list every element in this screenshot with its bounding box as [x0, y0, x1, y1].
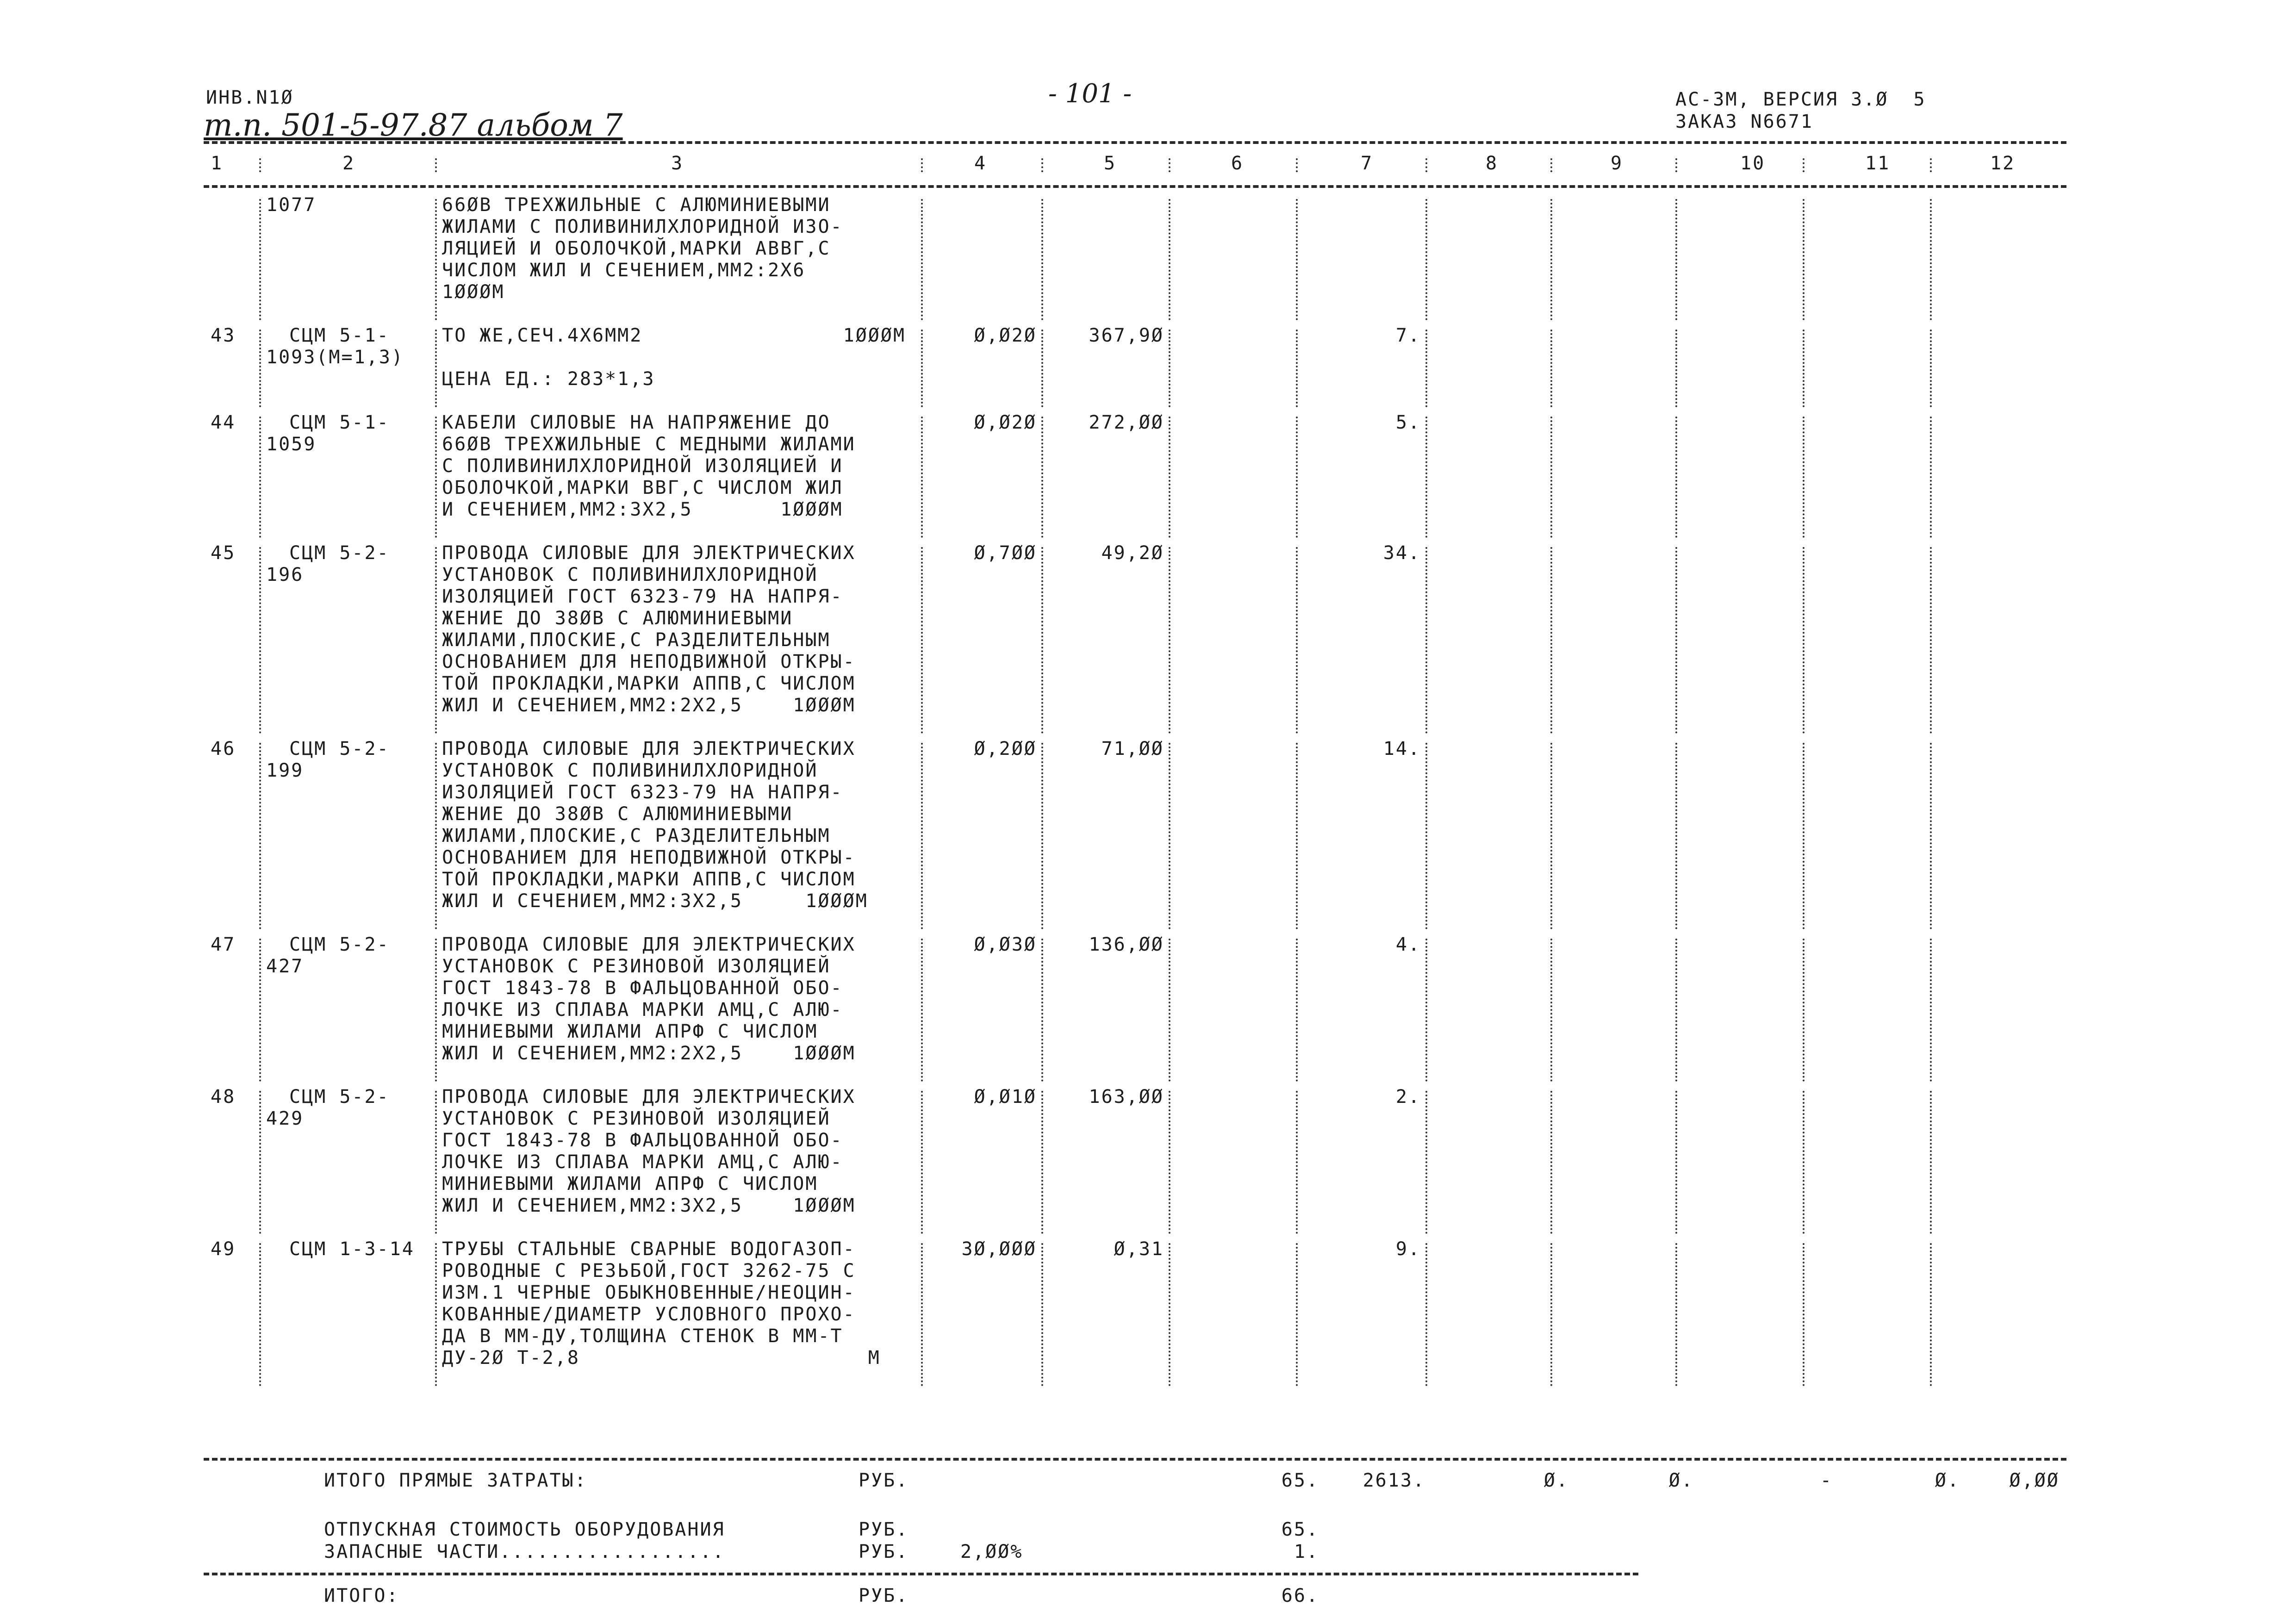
row-code: 1093(М=1,3): [266, 347, 404, 368]
row-quantity: Ø,Ø2Ø: [974, 412, 1037, 433]
table-row: [0, 412, 2296, 542]
column-separator: [1169, 199, 1170, 320]
table-row: [0, 934, 2296, 1086]
column-separator: [259, 547, 261, 734]
handwritten-document-ref: т.п. 501-5-97.87 альбом 7: [204, 107, 623, 143]
column-separator: [1803, 939, 1804, 1082]
column-header-separator: [921, 158, 923, 172]
row-description-line: ЖИЛ И СЕЧЕНИЕМ,ММ2:3Х2,5 1ØØØМ: [442, 890, 868, 912]
direct-costs-value: Ø.: [1543, 1470, 1569, 1491]
column-separator: [1296, 1091, 1298, 1234]
column-separator: [1803, 743, 1804, 929]
row-quantity: Ø,2ØØ: [974, 738, 1037, 759]
column-separator: [1425, 1243, 1427, 1386]
row-description-line: ИЗОЛЯЦИЕЙ ГОСТ 6323-79 НА НАПРЯ-: [442, 586, 843, 607]
column-separator: [1675, 939, 1677, 1082]
row-quantity: Ø,Ø3Ø: [974, 934, 1037, 955]
column-separator: [1425, 330, 1427, 407]
column-separator: [1803, 1091, 1804, 1234]
column-separator: [1296, 547, 1298, 734]
row-quantity: Ø,Ø2Ø: [974, 325, 1037, 346]
row-description-line: ЧИСЛОМ ЖИЛ И СЕЧЕНИЕМ,ММ2:2Х6: [442, 260, 806, 281]
column-separator: [259, 199, 261, 320]
column-header-separator: [435, 158, 437, 172]
row-description-line: ПРОВОДА СИЛОВЫЕ ДЛЯ ЭЛЕКТРИЧЕСКИХ: [442, 738, 856, 759]
column-separator: [1296, 330, 1298, 407]
handwritten-page-number: - 101 -: [1048, 79, 1132, 109]
column-separator: [1169, 417, 1170, 538]
row-description-line: ЖИЛ И СЕЧЕНИЕМ,ММ2:3Х2,5 1ØØØМ: [442, 1195, 856, 1216]
column-separator: [435, 743, 437, 929]
column-separator: [1675, 547, 1677, 734]
row-unit-price: Ø,31: [1114, 1238, 1164, 1260]
column-separator: [1930, 199, 1932, 320]
header-top-rule: [204, 141, 2066, 144]
column-header-4: 4: [974, 153, 987, 174]
row-description-line: ЛОЧКЕ ИЗ СПЛАВА МАРКИ АМЦ,С АЛЮ-: [442, 1151, 843, 1173]
table-body: [0, 194, 2296, 1444]
column-separator: [259, 1091, 261, 1234]
table-row: [0, 738, 2296, 934]
spare-parts-value: 1.: [1294, 1541, 1319, 1562]
column-header-1: 1: [211, 153, 224, 174]
column-separator: [1550, 199, 1552, 320]
row-description-line: ОСНОВАНИЕМ ДЛЯ НЕПОДВИЖНОЙ ОТКРЫ-: [442, 847, 856, 868]
column-header-separator: [1550, 158, 1552, 172]
column-separator: [1930, 417, 1932, 538]
grand-total-value: 66.: [1281, 1585, 1319, 1606]
column-separator: [259, 417, 261, 538]
column-separator: [1675, 417, 1677, 538]
grand-total-rule: [204, 1573, 1638, 1575]
row-description-line: ЛЯЦИЕЙ И ОБОЛОЧКОЙ,МАРКИ АВВГ,С: [442, 238, 831, 259]
system-version: АС-3М, ВЕРСИЯ 3.Ø 5: [1675, 89, 1926, 110]
order-number: ЗАКАЗ N6671: [1675, 111, 1813, 132]
column-separator: [1425, 199, 1427, 320]
column-separator: [435, 1243, 437, 1386]
column-header-separator: [1169, 158, 1170, 172]
table-row: [0, 194, 2296, 325]
row-unit-price: 49,2Ø: [1101, 542, 1164, 564]
column-separator: [1930, 1091, 1932, 1234]
direct-costs-value: Ø.: [1668, 1470, 1694, 1491]
column-separator: [921, 743, 923, 929]
column-separator: [1169, 939, 1170, 1082]
row-description-line: ОБОЛОЧКОЙ,МАРКИ ВВГ,С ЧИСЛОМ ЖИЛ: [442, 477, 843, 498]
row-number: 45: [211, 542, 236, 564]
column-separator: [921, 1091, 923, 1234]
column-separator: [1803, 547, 1804, 734]
row-total: 14.: [1383, 738, 1421, 759]
column-separator: [1169, 743, 1170, 929]
direct-costs-value: 65.: [1281, 1470, 1319, 1491]
row-quantity: 3Ø,ØØØ: [961, 1238, 1037, 1260]
column-separator: [1930, 743, 1932, 929]
row-description-line: ТРУБЫ СТАЛЬНЫЕ СВАРНЫЕ ВОДОГАЗОП-: [442, 1238, 856, 1260]
row-description-line: КОВАННЫЕ/ДИАМЕТР УСЛОВНОГО ПРОХО-: [442, 1304, 856, 1325]
column-separator: [1675, 330, 1677, 407]
column-header-separator: [1425, 158, 1427, 172]
table-row: [0, 325, 2296, 412]
column-separator: [921, 939, 923, 1082]
column-separator: [435, 330, 437, 407]
column-separator: [1550, 743, 1552, 929]
direct-costs-label: ИТОГО ПРЯМЫЕ ЗАТРАТЫ:: [324, 1470, 587, 1491]
grand-total-label: ИТОГО:: [324, 1585, 399, 1606]
column-separator: [1550, 939, 1552, 1082]
column-header-11: 11: [1865, 153, 1891, 174]
column-separator: [1675, 1243, 1677, 1386]
column-separator: [1169, 330, 1170, 407]
row-total: 5.: [1395, 412, 1421, 433]
column-separator: [435, 417, 437, 538]
column-header-separator: [1296, 158, 1298, 172]
column-separator: [1041, 547, 1043, 734]
column-separator: [1296, 939, 1298, 1082]
row-number: 47: [211, 934, 236, 955]
row-description-line: МИНИЕВЫМИ ЖИЛАМИ АПРФ С ЧИСЛОМ: [442, 1021, 818, 1042]
column-separator: [1425, 417, 1427, 538]
column-separator: [921, 1243, 923, 1386]
column-header-separator: [1930, 158, 1932, 172]
row-description-line: ДА В ММ-ДУ,ТОЛЩИНА СТЕНОК В ММ-Т: [442, 1325, 843, 1347]
column-separator: [1041, 1243, 1043, 1386]
row-description-line: КАБЕЛИ СИЛОВЫЕ НА НАПРЯЖЕНИЕ ДО: [442, 412, 831, 433]
row-quantity: Ø,7ØØ: [974, 542, 1037, 564]
column-separator: [921, 417, 923, 538]
column-separator: [259, 330, 261, 407]
column-separator: [1425, 939, 1427, 1082]
column-separator: [1041, 1091, 1043, 1234]
column-separator: [1930, 547, 1932, 734]
column-separator: [1550, 547, 1552, 734]
row-description-line: С ПОЛИВИНИЛХЛОРИДНОЙ ИЗОЛЯЦИЕЙ И: [442, 455, 843, 477]
table-row: [0, 542, 2296, 738]
direct-costs-value: Ø.: [1935, 1470, 1960, 1491]
column-separator: [1930, 330, 1932, 407]
row-description-line: ЖИЛАМИ С ПОЛИВИНИЛХЛОРИДНОЙ ИЗО-: [442, 216, 843, 237]
column-separator: [1041, 417, 1043, 538]
row-description-line: УСТАНОВОК С ПОЛИВИНИЛХЛОРИДНОЙ: [442, 760, 818, 781]
row-total: 34.: [1383, 542, 1421, 564]
spare-parts-percent: 2,ØØ%: [960, 1541, 1023, 1562]
row-total: 2.: [1395, 1086, 1421, 1108]
column-header-12: 12: [1990, 153, 2016, 174]
column-separator: [1675, 743, 1677, 929]
column-separator: [1550, 1243, 1552, 1386]
column-separator: [1041, 939, 1043, 1082]
row-description-line: ЛОЧКЕ ИЗ СПЛАВА МАРКИ АМЦ,С АЛЮ-: [442, 999, 843, 1020]
row-description-line: ЖИЛ И СЕЧЕНИЕМ,ММ2:2Х2,5 1ØØØМ: [442, 695, 856, 716]
column-separator: [1803, 199, 1804, 320]
row-quantity: Ø,Ø1Ø: [974, 1086, 1037, 1108]
column-separator: [1041, 330, 1043, 407]
direct-costs-unit: РУБ.: [859, 1470, 909, 1491]
row-number: 43: [211, 325, 236, 346]
column-separator: [921, 330, 923, 407]
column-separator: [435, 547, 437, 734]
column-separator: [1803, 417, 1804, 538]
row-description-line: ЖЕНИЕ ДО 38ØВ С АЛЮМИНИЕВЫМИ: [442, 608, 793, 629]
row-description-line: УСТАНОВОК С РЕЗИНОВОЙ ИЗОЛЯЦИЕЙ: [442, 1108, 831, 1129]
column-separator: [435, 199, 437, 320]
direct-costs-value: 2613.: [1363, 1470, 1425, 1491]
column-header-10: 10: [1740, 153, 1766, 174]
column-header-separator: [1675, 158, 1677, 172]
column-header-3: 3: [671, 153, 684, 174]
row-description-line: ЖИЛАМИ,ПЛОСКИЕ,С РАЗДЕЛИТЕЛЬНЫМ: [442, 629, 831, 651]
row-unit-price: 163,ØØ: [1089, 1086, 1164, 1108]
column-separator: [1169, 547, 1170, 734]
equipment-cost-label: ОТПУСКНАЯ СТОИМОСТЬ ОБОРУДОВАНИЯ: [324, 1519, 725, 1540]
column-separator: [435, 939, 437, 1082]
column-header-separator: [1803, 158, 1804, 172]
column-separator: [259, 743, 261, 929]
column-separator: [921, 199, 923, 320]
row-total: 7.: [1395, 325, 1421, 346]
row-number: 44: [211, 412, 236, 433]
row-number: 48: [211, 1086, 236, 1108]
row-code: СЦМ 5-2-: [289, 1086, 390, 1108]
row-code: 196: [266, 564, 304, 585]
column-separator: [259, 1243, 261, 1386]
inventory-number: ИНВ.N1Ø: [206, 87, 294, 108]
column-separator: [1550, 417, 1552, 538]
direct-costs-value: Ø,ØØ: [2009, 1470, 2060, 1491]
equipment-cost-unit: РУБ.: [859, 1519, 909, 1540]
column-header-7: 7: [1361, 153, 1374, 174]
row-description-line: МИНИЕВЫМИ ЖИЛАМИ АПРФ С ЧИСЛОМ: [442, 1173, 818, 1195]
row-total: 9.: [1395, 1238, 1421, 1260]
row-description-line: ИЗМ.1 ЧЕРНЫЕ ОБЫКНОВЕННЫЕ/НЕОЦИН-: [442, 1282, 856, 1303]
column-separator: [1803, 330, 1804, 407]
column-header-9: 9: [1611, 153, 1624, 174]
totals-top-rule: [204, 1458, 2066, 1461]
row-description-line: УСТАНОВОК С РЕЗИНОВОЙ ИЗОЛЯЦИЕЙ: [442, 956, 831, 977]
row-description-line: ИЗОЛЯЦИЕЙ ГОСТ 6323-79 НА НАПРЯ-: [442, 782, 843, 803]
row-description-line: ДУ-2Ø Т-2,8 М: [442, 1347, 881, 1369]
row-code: 199: [266, 760, 304, 781]
row-unit-price: 71,ØØ: [1101, 738, 1164, 759]
column-header-2: 2: [342, 153, 355, 174]
row-unit-price: 272,ØØ: [1089, 412, 1164, 433]
grand-total-unit: РУБ.: [859, 1585, 909, 1606]
column-separator: [1296, 1243, 1298, 1386]
column-separator: [1675, 199, 1677, 320]
row-code: СЦМ 5-1-: [289, 325, 390, 346]
column-header-separator: [1041, 158, 1043, 172]
column-separator: [1803, 1243, 1804, 1386]
row-code: 427: [266, 956, 304, 977]
row-description-line: ОСНОВАНИЕМ ДЛЯ НЕПОДВИЖНОЙ ОТКРЫ-: [442, 651, 856, 672]
column-separator: [1041, 199, 1043, 320]
row-number: 46: [211, 738, 236, 759]
row-description-line: ПРОВОДА СИЛОВЫЕ ДЛЯ ЭЛЕКТРИЧЕСКИХ: [442, 934, 856, 955]
column-separator: [259, 939, 261, 1082]
row-description-line: ЖИЛ И СЕЧЕНИЕМ,ММ2:2Х2,5 1ØØØМ: [442, 1043, 856, 1064]
row-description-line: ЖЕНИЕ ДО 38ØВ С АЛЮМИНИЕВЫМИ: [442, 803, 793, 825]
row-description-line: ГОСТ 1843-78 В ФАЛЬЦОВАННОЙ ОБО-: [442, 977, 843, 999]
row-description-line: 1ØØØМ: [442, 281, 505, 303]
row-number: 49: [211, 1238, 236, 1260]
column-header-8: 8: [1486, 153, 1499, 174]
row-code: 1059: [266, 434, 317, 455]
table-row: [0, 1086, 2296, 1238]
spare-parts-unit: РУБ.: [859, 1541, 909, 1562]
row-description-line: ПРОВОДА СИЛОВЫЕ ДЛЯ ЭЛЕКТРИЧЕСКИХ: [442, 1086, 856, 1108]
column-header-separator: [259, 158, 261, 172]
column-separator: [1930, 1243, 1932, 1386]
row-description-line: УСТАНОВОК С ПОЛИВИНИЛХЛОРИДНОЙ: [442, 564, 818, 585]
column-separator: [1296, 199, 1298, 320]
column-separator: [1930, 939, 1932, 1082]
table-row: [0, 1238, 2296, 1391]
row-description-line: ТО ЖЕ,СЕЧ.4Х6ММ2 1ØØØМ: [442, 325, 906, 346]
row-unit-price: 136,ØØ: [1089, 934, 1164, 955]
column-separator: [1550, 1091, 1552, 1234]
column-separator: [1675, 1091, 1677, 1234]
row-description-line: ТОЙ ПРОКЛАДКИ,МАРКИ АППВ,С ЧИСЛОМ: [442, 673, 856, 694]
direct-costs-value: -: [1820, 1470, 1833, 1491]
column-separator: [1296, 743, 1298, 929]
row-description-line: ПРОВОДА СИЛОВЫЕ ДЛЯ ЭЛЕКТРИЧЕСКИХ: [442, 542, 856, 564]
column-separator: [1296, 417, 1298, 538]
column-separator: [921, 547, 923, 734]
row-description-line: И СЕЧЕНИЕМ,ММ2:3Х2,5 1ØØØМ: [442, 499, 843, 520]
header-bottom-rule: [204, 185, 2066, 188]
column-separator: [1425, 547, 1427, 734]
column-separator: [1169, 1091, 1170, 1234]
equipment-cost-value: 65.: [1281, 1519, 1319, 1540]
row-unit-price: 367,9Ø: [1089, 325, 1164, 346]
column-separator: [1425, 1091, 1427, 1234]
direct-costs-values: [0, 1470, 2296, 1493]
column-header-5: 5: [1104, 153, 1117, 174]
row-price-note: ЦЕНА ЕД.: 283*1,3: [442, 368, 655, 390]
row-code: СЦМ 5-2-: [289, 934, 390, 955]
row-code: СЦМ 5-1-: [289, 412, 390, 433]
column-separator: [1169, 1243, 1170, 1386]
row-code: СЦМ 5-2-: [289, 738, 390, 759]
row-description-line: ТОЙ ПРОКЛАДКИ,МАРКИ АППВ,С ЧИСЛОМ: [442, 869, 856, 890]
column-header-6: 6: [1231, 153, 1244, 174]
row-code: СЦМ 5-2-: [289, 542, 390, 564]
row-description-line: ЖИЛАМИ,ПЛОСКИЕ,С РАЗДЕЛИТЕЛЬНЫМ: [442, 825, 831, 846]
row-code: 429: [266, 1108, 304, 1129]
column-separator: [1041, 743, 1043, 929]
row-code: СЦМ 1-3-14: [289, 1238, 415, 1260]
column-separator: [1550, 330, 1552, 407]
row-description-line: РОВОДНЫЕ С РЕЗЬБОЙ,ГОСТ 3262-75 С: [442, 1260, 856, 1282]
column-separator: [435, 1091, 437, 1234]
spare-parts-label: ЗАПАСНЫЕ ЧАСТИ..................: [324, 1541, 725, 1562]
row-description-line: 66ØВ ТРЕХЖИЛЬНЫЕ С АЛЮМИНИЕВЫМИ: [442, 194, 831, 216]
column-header-row: [0, 153, 2296, 180]
column-separator: [1425, 743, 1427, 929]
row-code: 1077: [266, 194, 317, 216]
row-description-line: ГОСТ 1843-78 В ФАЛЬЦОВАННОЙ ОБО-: [442, 1130, 843, 1151]
row-description-line: 66ØВ ТРЕХЖИЛЬНЫЕ С МЕДНЫМИ ЖИЛАМИ: [442, 434, 856, 455]
row-total: 4.: [1395, 934, 1421, 955]
